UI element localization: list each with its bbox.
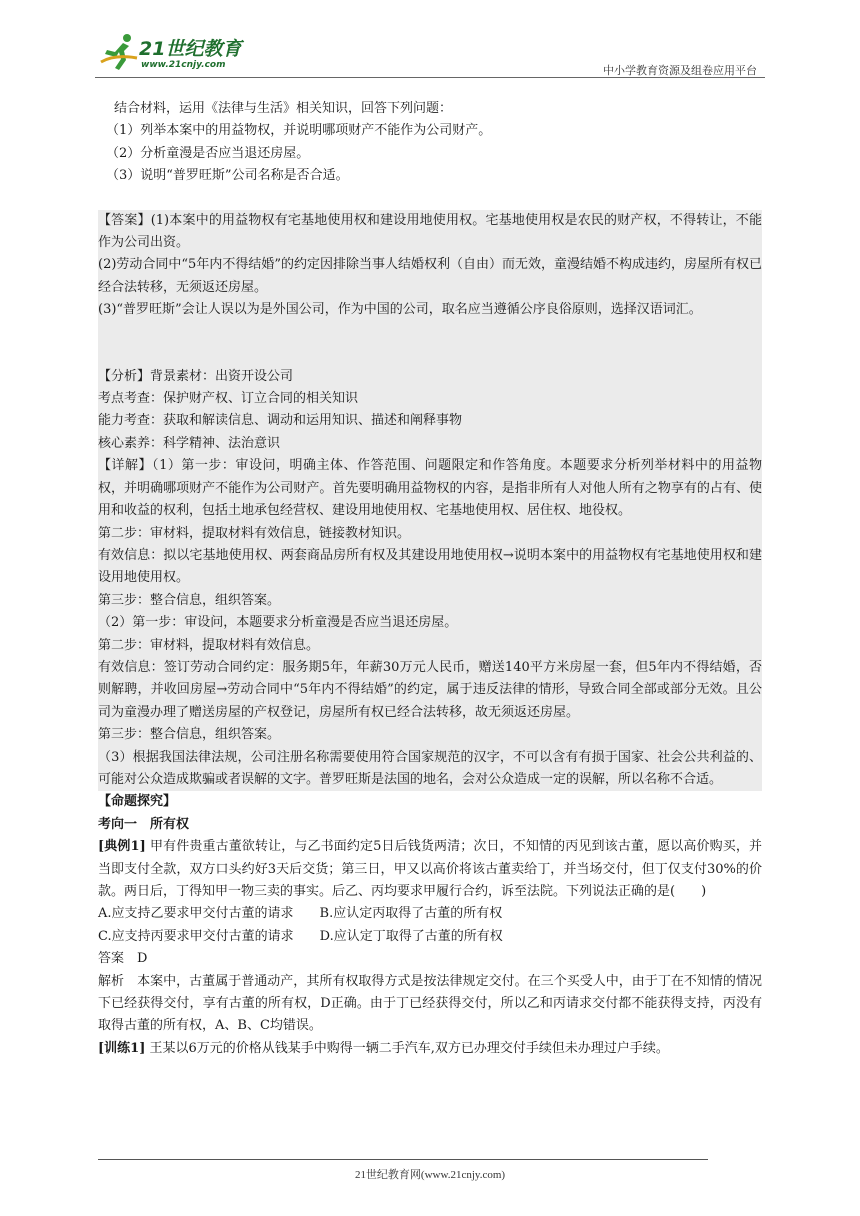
answer-line-2: (2)劳动合同中“5年内不得结婚”的约定因排除当事人结婚权利（自由）而无效，童漫结婚不构成违约，房屋所有权已经合法转移，无须返还房屋。 [98,257,762,295]
option-d: D.应认定丁取得了古董的所有权 [319,928,503,944]
answer-line-1: 【答案】(1)本案中的用益物权有宅基地使用权和建设用地使用权。宅基地使用权是农民的财产权，不得转让，不能作为公司出资。 [98,212,762,251]
answer-key-label: 答案 [98,951,125,967]
page-header [95,28,765,78]
options-row-2 [98,926,762,948]
document-body [98,98,762,1060]
header-divider [95,77,765,78]
analysis-line: 【详解】（1）第一步：审设问，明确主体、作答范围、问题限定和作答角度。本题要求分析列举材料中的用益物权，并明确哪项财产不能作为公司财产。首先要明确用益物权的内容，是指非所有人对他人所有之物享有的占有、使用和收益的权利，包括土地承包经营权、建设用地使用权、宅基地使用权、居住权、地役权。 [98,458,762,519]
analysis-line: 第二步：审材料，提取材料有效信息，链接教材知识。 [98,525,411,541]
analysis-line: 考点考查：保护财产权、订立合同的相关知识 [98,391,359,407]
example-label: [典例1] [98,839,146,855]
logo [95,28,265,76]
practice-text: 王某以6万元的价格从钱某手中购得一辆二手汽车,双方已办理交付手续但未办理过户手续。 [149,1040,669,1056]
question-item-1: （1）列举本案中的用益物权，并说明哪项财产不能作为公司财产。 [106,123,492,139]
analysis-line: 能力考查：获取和解读信息、调动和运用知识、描述和阐释事物 [98,413,463,429]
analysis-line: 第二步：审材料，提取材料有效信息。 [98,637,320,653]
runner-logo-icon [97,32,139,72]
explain-text: 本案中，古董属于普通动产，其所有权取得方式是按法律规定交付。在三个买受人中，由于丁在不知情的情况下已经获得交付，享有古董的所有权，D正确。由于丁已经获得交付，所以乙和丙请求交付都不能获得支持，丙没有取得古董的所有权，A、B、C均错误。 [98,973,762,1034]
options-row-1 [98,903,762,925]
page-footer: 21世纪教育网(www.21cnjy.com) [354,1169,506,1181]
answer-label: 【答案】 [98,212,151,228]
practice-label: [训练1] [98,1040,146,1056]
practice-1 [98,1038,762,1060]
direction-title: 考向一 所有权 [98,816,190,832]
answer-line-3: (3)“普罗旺斯”会让人误以为是外国公司，作为中国的公司，取名应当遵循公序良俗原则，选择汉语词汇。 [98,302,702,318]
analysis-line: 有效信息：拟以宅基地使用权、两套商品房所有权及其建设用地使用权→说明本案中的用益物权有宅基地使用权和建设用地使用权。 [98,547,762,586]
answer-key-value: D [137,951,148,967]
logo-title: 21世纪教育 [139,38,242,60]
analysis-line: （2）第一步：审设问，本题要求分析童漫是否应当退还房屋。 [98,615,458,631]
analysis-line: （3）根据我国法律法规，公司注册名称需要使用符合国家规范的汉字，不可以含有有损于国家、社会公共利益的、可能对公众造成欺骗或者误解的文字。普罗旺斯是法国的地名，会对公众造成一定的误解，所以名称不合适。 [98,749,762,787]
analysis-line: 第三步：整合信息，组织答案。 [98,727,281,743]
question-item-3: （3）说明“普罗旺斯”公司名称是否合适。 [106,168,349,184]
example-text: 甲有件贵重古董欲转让，与乙书面约定5日后钱货两清；次日，不知情的丙见到该古董，愿以高价购买，并当即支付全款，双方口头约好3天后交货；第三日，甲又以高价将该古董卖给丁，并当场交付，但丁仅支付30%的价款。两日后，丁得知甲一物三卖的事实。后乙、丙均要求甲履行合约，诉至法院。下列说法正确的是( ) [98,839,762,899]
question-item-2: （2）分析童漫是否应当退还房屋。 [106,145,310,161]
option-b: B.应认定丙取得了古董的所有权 [319,906,503,922]
analysis-line: 有效信息：签订劳动合同约定：服务期5年，年薪30万元人民币，赠送140平方米房屋一套，但5年内不得结婚，否则解聘，并收回房屋→劳动合同中“5年内不得结婚”的约定，属于违反法律的情形，导致合同全部或部分无效。且公司为童漫办理了赠送房屋的产权登记，房屋所有权已经合法转移，故无须返还房屋。 [98,659,762,720]
explanation [98,971,762,1038]
analysis-line: 核心素养：科学精神、法治意识 [98,435,281,451]
platform-name: 中小学教育资源及组卷应用平台 [603,64,757,77]
logo-url: www.21cnjy.com [141,60,226,70]
example-1 [98,836,762,903]
answer-row [98,948,762,970]
analysis-line: 第三步：整合信息，组织答案。 [98,592,281,608]
question-intro: 结合材料，运用《法律与生活》相关知识，回答下列问题： [114,101,453,116]
explain-label: 解析 [98,973,125,989]
option-c: C.应支持丙要求甲交付古董的请求 [98,928,294,944]
answer-block [98,210,762,792]
option-a: A.应支持乙要求甲交付古董的请求 [98,906,294,922]
footer-divider [98,1159,708,1160]
analysis-line: 【分析】背景素材：出资开设公司 [98,368,294,384]
section-title: 【命题探究】 [98,794,177,810]
